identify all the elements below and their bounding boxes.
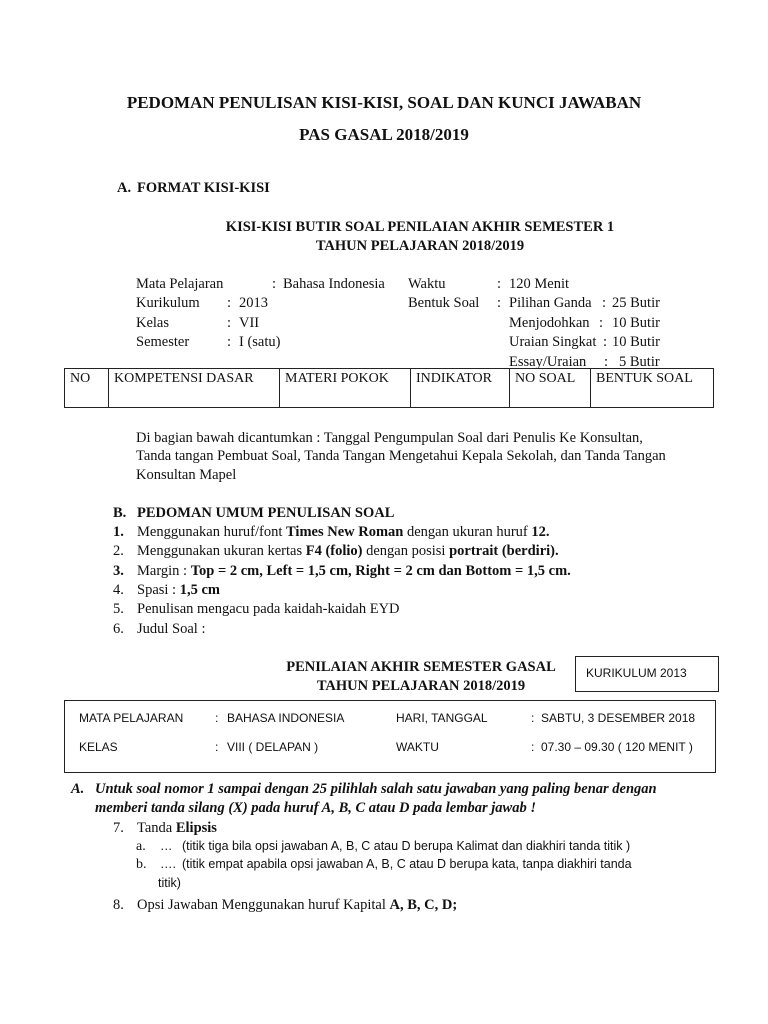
- list-text: Opsi Jawaban Menggunakan huruf Kapital: [137, 897, 390, 913]
- table-header-cell: NO: [65, 369, 109, 408]
- exam-colon: :: [531, 711, 535, 725]
- list-text: Tanda: [137, 820, 176, 836]
- list-text: Menggunakan ukuran kertas: [137, 543, 306, 559]
- list-number: 8.: [113, 897, 124, 913]
- bentuk-item-name: Essay/Uraian: [509, 354, 587, 370]
- list-text: Judul Soal :: [137, 621, 206, 637]
- table-header-cell: NO SOAL: [510, 369, 591, 408]
- bentuk-item-value: 10 Butir: [612, 334, 660, 350]
- sub-item-continuation: titik): [158, 876, 181, 890]
- info-colon: :: [272, 276, 277, 292]
- exam-colon: :: [531, 740, 535, 754]
- info-colon: :: [227, 315, 232, 331]
- list-bold: portrait (berdiri).: [449, 543, 559, 559]
- list-bold: Times New Roman: [286, 524, 404, 540]
- bentuk-item-name: Menjodohkan: [509, 315, 590, 331]
- kurikulum-label: KURIKULUM 2013: [586, 666, 687, 680]
- bentuk-item-value: 10 Butir: [612, 315, 660, 331]
- bentuk-item-value: 5 Butir: [619, 354, 660, 370]
- list-item: [113, 522, 550, 542]
- note-line: Konsultan Mapel: [136, 467, 237, 483]
- bentuk-item-colon: :: [602, 295, 607, 311]
- list-number: 4.: [113, 582, 124, 598]
- sub-item: [136, 839, 630, 855]
- list-bold: 1,5 cm: [179, 582, 220, 598]
- list-item-8: [113, 895, 457, 915]
- info-label: Bentuk Soal: [408, 295, 480, 311]
- exam-value: SABTU, 3 DESEMBER 2018: [541, 711, 696, 725]
- list-item: [113, 541, 559, 561]
- info-value: VII: [239, 315, 260, 331]
- info-value: Bahasa Indonesia: [283, 276, 385, 292]
- list-text: dengan ukuran huruf: [403, 524, 532, 540]
- list-text: dengan posisi: [362, 543, 450, 559]
- list-item: [113, 619, 205, 639]
- list-bold: Top = 2 cm, Left = 1,5 cm, Right = 2 cm dan Bottom = 1,5 cm.: [190, 563, 571, 579]
- bentuk-item-colon: :: [599, 315, 604, 331]
- instruction-marker: A.: [71, 781, 85, 797]
- list-text: Menggunakan huruf/font: [137, 524, 286, 540]
- kurikulum-box: [575, 656, 719, 692]
- section-a-title: FORMAT KISI-KISI: [137, 180, 270, 196]
- table-header-cell: INDIKATOR: [411, 369, 510, 408]
- info-label: Semester: [136, 334, 190, 350]
- list-item: [113, 561, 571, 581]
- list-number: 6.: [113, 621, 124, 637]
- bentuk-item-colon: :: [604, 354, 609, 370]
- info-label: Mata Pelajaran: [136, 276, 224, 292]
- table-header-row: [65, 369, 714, 408]
- document-subtitle: PAS GASAL 2018/2019: [299, 125, 469, 144]
- info-colon: :: [497, 295, 502, 311]
- list-number: 2.: [113, 543, 124, 559]
- note-line: Di bagian bawah dicantumkan : Tanggal Pengumpulan Soal dari Penulis Ke Konsultan,: [136, 430, 643, 446]
- list-text: Spasi :: [137, 582, 180, 598]
- exam-year-heading: TAHUN PELAJARAN 2018/2019: [316, 678, 526, 694]
- info-colon: :: [227, 295, 232, 311]
- list-bold: Elipsis: [175, 820, 217, 836]
- list-number: 5.: [113, 601, 124, 617]
- exam-value: VIII ( DELAPAN ): [227, 740, 319, 754]
- list-item-7: [113, 818, 217, 838]
- bentuk-item-value: 25 Butir: [612, 295, 660, 311]
- exam-label: KELAS: [79, 740, 118, 754]
- list-number: 1.: [113, 524, 124, 540]
- info-value: I (satu): [239, 334, 281, 350]
- instruction-line: memberi tanda silang (X) pada huruf A, B, C atau D pada lembar jawab !: [95, 800, 536, 816]
- info-label: Kelas: [136, 315, 170, 331]
- list-text: Penulisan mengacu pada kaidah-kaidah EYD: [137, 601, 400, 617]
- bentuk-item-colon: :: [603, 334, 608, 350]
- bentuk-item-name: Pilihan Ganda: [509, 295, 592, 311]
- list-bold: 12.: [531, 524, 550, 540]
- exam-label: MATA PELAJARAN: [79, 711, 184, 725]
- list-number: 7.: [113, 820, 124, 836]
- exam-colon: :: [215, 740, 219, 754]
- ellipsis-dots: ….: [160, 857, 176, 871]
- list-bold: A, B, C, D;: [389, 897, 458, 913]
- list-item: [113, 599, 400, 619]
- list-number: 3.: [113, 563, 124, 579]
- exam-colon: :: [215, 711, 219, 725]
- list-bold: F4 (folio): [305, 543, 363, 559]
- sub-text: (titik empat apabila opsi jawaban A, B, C atau D berupa kata, tanpa diakhiri tanda: [182, 857, 632, 871]
- bentuk-item-name: Uraian Singkat: [509, 334, 597, 350]
- list-text: Margin :: [137, 563, 191, 579]
- sub-letter: b.: [136, 857, 147, 872]
- exam-heading: PENILAIAN AKHIR SEMESTER GASAL: [286, 659, 556, 675]
- info-colon: :: [497, 276, 502, 292]
- sub-letter: a.: [136, 839, 146, 854]
- kisi-year-heading: TAHUN PELAJARAN 2018/2019: [315, 238, 525, 254]
- table-header-cell: KOMPETENSI DASAR: [109, 369, 280, 408]
- section-b-title: PEDOMAN UMUM PENULISAN SOAL: [137, 505, 395, 521]
- exam-info-box: [64, 700, 716, 773]
- table-header-cell: BENTUK SOAL: [591, 369, 714, 408]
- info-colon: :: [227, 334, 232, 350]
- info-value: 120 Menit: [509, 276, 570, 292]
- info-value: 2013: [239, 295, 268, 311]
- exam-value: 07.30 – 09.30 ( 120 MENIT ): [541, 740, 693, 754]
- exam-value: BAHASA INDONESIA: [227, 711, 345, 725]
- section-a-marker: A.: [117, 180, 132, 196]
- list-item: [113, 580, 220, 600]
- section-b-marker: B.: [113, 505, 127, 521]
- table-header-cell: MATERI POKOK: [280, 369, 411, 408]
- info-label: Waktu: [408, 276, 446, 292]
- document-title: PEDOMAN PENULISAN KISI-KISI, SOAL DAN KUNCI JAWABAN: [126, 93, 642, 112]
- instruction-line: Untuk soal nomor 1 sampai dengan 25 pilihlah salah satu jawaban yang paling benar dengan: [95, 781, 657, 797]
- sub-item: [136, 857, 632, 873]
- exam-label: WAKTU: [396, 740, 439, 754]
- sub-text: (titik tiga bila opsi jawaban A, B, C atau D berupa Kalimat dan diakhiri tanda titik ): [182, 839, 631, 853]
- ellipsis-dots: …: [160, 839, 173, 853]
- kisi-heading: KISI-KISI BUTIR SOAL PENILAIAN AKHIR SEMESTER 1: [225, 219, 615, 235]
- exam-label: HARI, TANGGAL: [396, 711, 488, 725]
- info-label: Kurikulum: [136, 295, 200, 311]
- note-line: Tanda tangan Pembuat Soal, Tanda Tangan Mengetahui Kepala Sekolah, dan Tanda Tangan: [136, 448, 666, 464]
- kisi-table: [64, 368, 714, 408]
